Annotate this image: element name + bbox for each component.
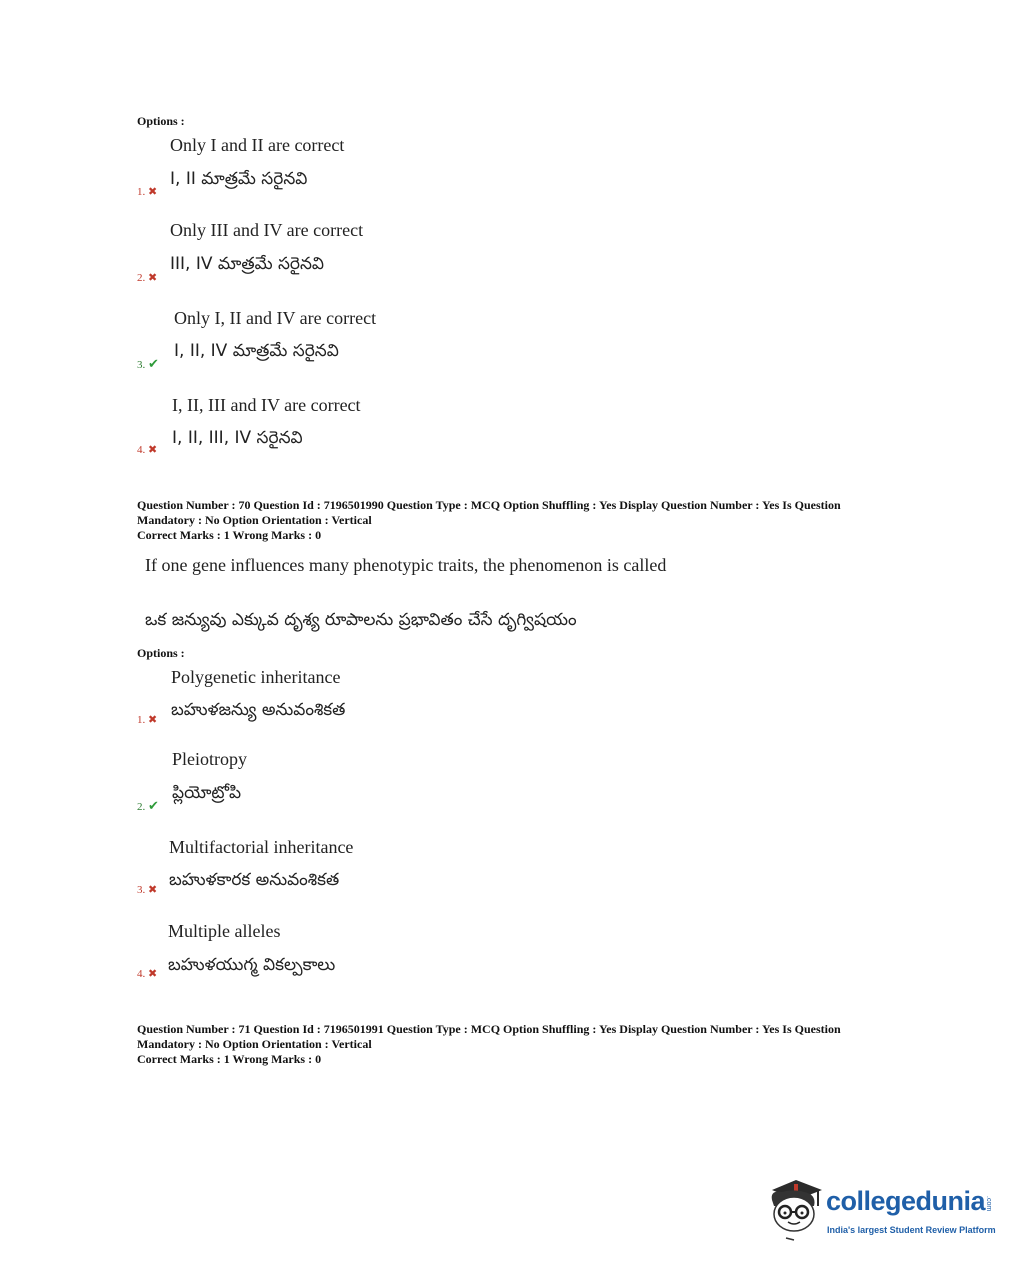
question-meta bbox=[137, 498, 897, 543]
option-number: 4. bbox=[137, 968, 146, 980]
option-marker bbox=[137, 185, 157, 198]
option-marker bbox=[137, 443, 157, 456]
option-marker bbox=[137, 967, 157, 980]
option-marker bbox=[137, 799, 159, 814]
option-text-en: Only I, II and IV are correct bbox=[174, 308, 377, 328]
options-label: Options : bbox=[137, 646, 185, 660]
option-text-te: ప్లియోట్రోపి bbox=[172, 783, 242, 803]
wrong-icon: ✖ bbox=[148, 967, 158, 980]
question-text-en: If one gene influences many phenotypic traits, the phenomenon is called bbox=[145, 555, 667, 575]
wrong-icon: ✖ bbox=[148, 713, 158, 726]
option-text-en: Multiple alleles bbox=[168, 921, 281, 941]
logo-suffix: .com bbox=[985, 1196, 992, 1212]
meta-line: Correct Marks : 1 Wrong Marks : 0 bbox=[137, 528, 322, 542]
meta-line: Question Number : 71 Question Id : 7196501991 Question Type : MCQ Option Shuffling : Yes Display Question Number : Yes Is Question bbox=[137, 1022, 841, 1036]
option-number: 1. bbox=[137, 186, 146, 198]
option-text-en: Pleiotropy bbox=[172, 749, 247, 769]
option-marker bbox=[137, 271, 157, 284]
question-text-te: ఒక జన్యువు ఎక్కువ దృశ్య రూపాలను ప్రభావితం చేసే దృగ్విషయం bbox=[145, 610, 577, 630]
option-text-te: III, IV మాత్రమే సరైనవి bbox=[170, 254, 324, 274]
option-number: 3. bbox=[137, 884, 146, 896]
option-text-en: Multifactorial inheritance bbox=[169, 837, 354, 857]
option-text-te: బహుళకారక అనువంశికత bbox=[169, 870, 340, 890]
collegedunia-logo bbox=[766, 1176, 996, 1246]
options-label: Options : bbox=[137, 114, 185, 128]
option-number: 1. bbox=[137, 714, 146, 726]
option-text-en: Only III and IV are correct bbox=[170, 220, 364, 240]
meta-line: Correct Marks : 1 Wrong Marks : 0 bbox=[137, 1052, 322, 1066]
wrong-icon: ✖ bbox=[148, 883, 158, 896]
logo-name: collegedunia bbox=[826, 1186, 986, 1216]
meta-line: Question Number : 70 Question Id : 7196501990 Question Type : MCQ Option Shuffling : Yes Display Question Number : Yes Is Question bbox=[137, 498, 841, 512]
option-number: 4. bbox=[137, 444, 146, 456]
wrong-icon: ✖ bbox=[148, 185, 158, 198]
option-number: 2. bbox=[137, 272, 146, 284]
option-marker bbox=[137, 713, 157, 726]
option-text-te: I, II మాత్రమే సరైనవి bbox=[170, 169, 308, 189]
check-icon: ✔ bbox=[148, 357, 159, 372]
option-text-te: I, II, III, IV సరైనవి bbox=[172, 428, 303, 448]
logo-tagline: India's largest Student Review Platform bbox=[827, 1225, 996, 1235]
option-text-en: Only I and II are correct bbox=[170, 135, 345, 155]
option-text-te: బహుళజన్యు అనువంశికత bbox=[171, 700, 346, 720]
meta-line: Mandatory : No Option Orientation : Vertical bbox=[137, 513, 372, 527]
option-marker bbox=[137, 883, 157, 896]
mascot-icon bbox=[766, 1176, 824, 1242]
option-text-en: Polygenetic inheritance bbox=[171, 667, 341, 687]
option-text-en: I, II, III and IV are correct bbox=[172, 395, 361, 415]
meta-line: Mandatory : No Option Orientation : Vertical bbox=[137, 1037, 372, 1051]
question-meta bbox=[137, 1022, 897, 1067]
option-number: 3. bbox=[137, 359, 146, 371]
option-text-te: బహుళయుగ్మ వికల్పకాలు bbox=[168, 955, 336, 975]
wrong-icon: ✖ bbox=[148, 271, 158, 284]
option-text-te: I, II, IV మాత్రమే సరైనవి bbox=[174, 341, 339, 361]
option-marker bbox=[137, 357, 159, 372]
wrong-icon: ✖ bbox=[148, 443, 158, 456]
check-icon: ✔ bbox=[148, 799, 159, 814]
option-number: 2. bbox=[137, 801, 146, 813]
